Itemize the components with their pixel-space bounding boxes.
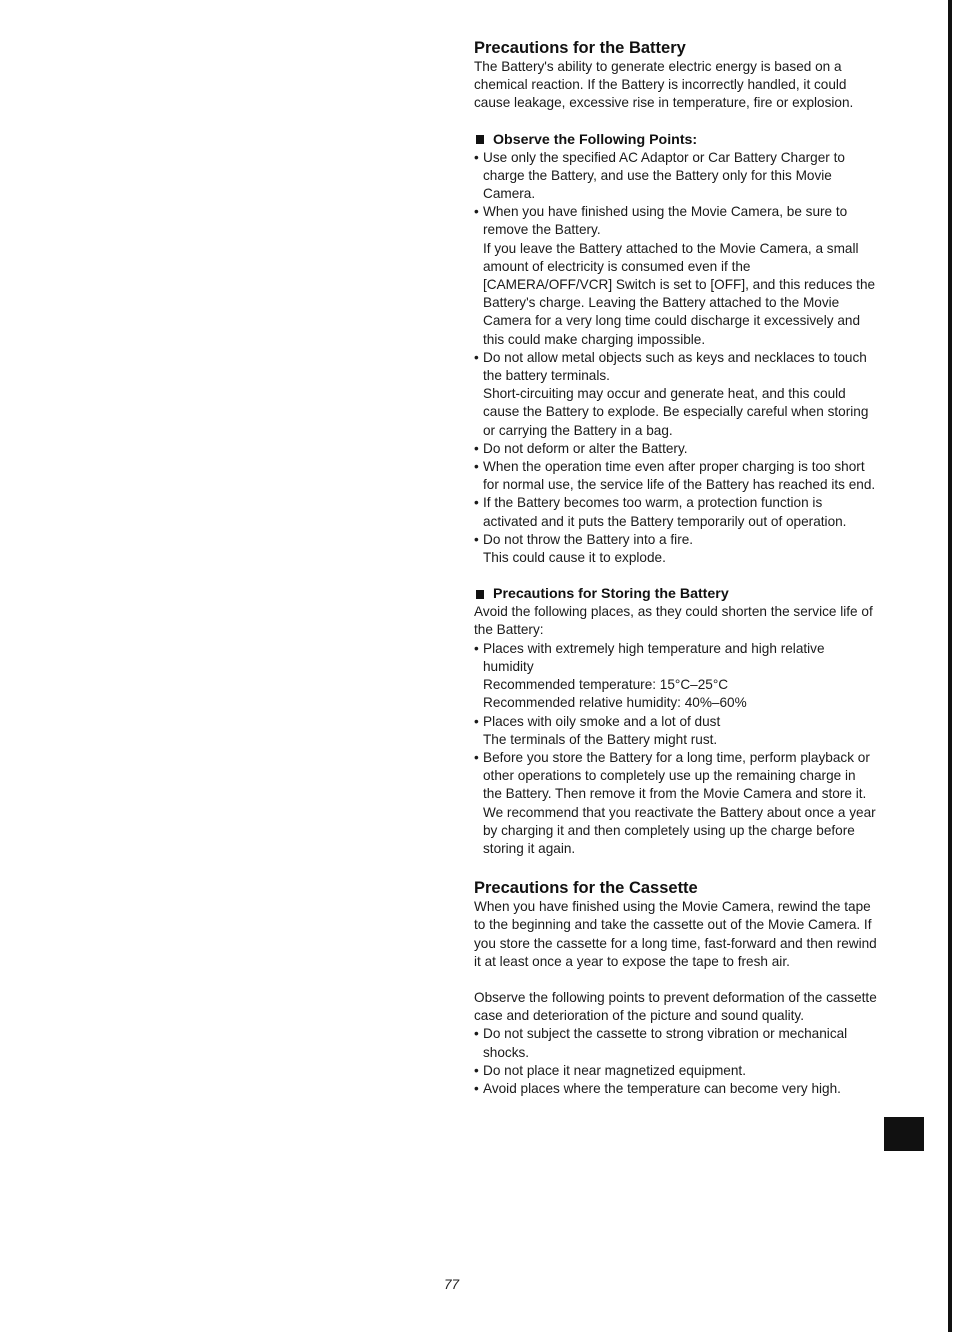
battery-intro: The Battery's ability to generate electric energy is based on a chemical reaction. If the Battery is incorrectly handled, it could cause leakage, excessive rise in temperature, fire or explosion.	[474, 59, 854, 111]
observe-list	[474, 149, 878, 568]
storing-list	[474, 640, 878, 858]
battery-title: Precautions for the Battery	[474, 39, 686, 57]
square-bullet-icon	[476, 135, 484, 144]
cassette-para-1: When you have finished using the Movie Camera, rewind the tape to the beginning and take the cassette out of the Movie Camera. If you store the cassette for a long time, fast-forward and then rewind it at least once a year to expose the tape to fresh air.	[474, 899, 877, 969]
list-item: • Avoid places where the temperature can become very high.	[474, 1080, 841, 1096]
cassette-title: Precautions for the Cassette	[474, 879, 698, 898]
list-item: • Do not subject the cassette to strong vibration or mechanical shocks.	[474, 1026, 848, 1060]
storing-heading: Precautions for Storing the Battery	[474, 585, 878, 603]
page-number: 77	[444, 1277, 460, 1292]
section-index-tab	[884, 1117, 924, 1151]
square-bullet-icon	[476, 590, 484, 599]
list-item: • Places with extremely high temperature and high relative humidity Recommended temperature: 15°C–25°C Recommended relative humidity: 40%–60%	[474, 640, 825, 711]
page-edge-rule	[948, 0, 952, 1332]
list-item: • When the operation time even after proper charging is too short for normal use, the service life of the Battery has reached its end.	[474, 459, 876, 493]
list-item: • Do not allow metal objects such as keys and necklaces to touch the battery terminals. Short-circuiting may occur and generate heat, and this could cause the Battery to explode. Be especially careful when storing or carrying the Battery in a bag.	[474, 349, 869, 438]
list-item: • Places with oily smoke and a lot of dust The terminals of the Battery might rust.	[474, 713, 721, 747]
list-item: • Do not throw the Battery into a fire. This could cause it to explode.	[474, 531, 694, 566]
list-item: • If the Battery becomes too warm, a protection function is activated and it puts the Battery temporarily out of operation.	[474, 495, 847, 529]
list-item: • Before you store the Battery for a long time, perform playback or other operations to completely use up the remaining charge in the Battery. Then remove it from the Movie Camera and store it. We recommend that you reactivate the Battery about once a year by charging it and then completely using up the charge before storing it again.	[474, 749, 876, 856]
observe-heading: Observe the Following Points:	[474, 131, 878, 149]
list-item: • Do not deform or alter the Battery.	[474, 440, 688, 456]
cassette-para-2: Observe the following points to prevent deformation of the cassette case and deterioration of the picture and sound quality.	[474, 989, 877, 1024]
content-column	[474, 38, 878, 1098]
list-item: • When you have finished using the Movie Camera, be sure to remove the Battery. If you leave the Battery attached to the Movie Camera, a small amount of electricity is consumed even if the [CAMERA/OFF/VCR] Switch is set to [OFF], and this reduces the Battery's charge. Leaving the Battery attached to the Movie Camera for a very long time could discharge it excessively and this could make charging impossible.	[474, 204, 876, 347]
list-item: • Use only the specified AC Adaptor or Car Battery Charger to charge the Battery, and use the Battery only for this Movie Camera.	[474, 149, 845, 202]
list-item: • Do not place it near magnetized equipment.	[474, 1062, 746, 1078]
cassette-list	[474, 1025, 878, 1098]
storing-intro: Avoid the following places, as they could shorten the service life of the Battery:	[474, 604, 873, 638]
